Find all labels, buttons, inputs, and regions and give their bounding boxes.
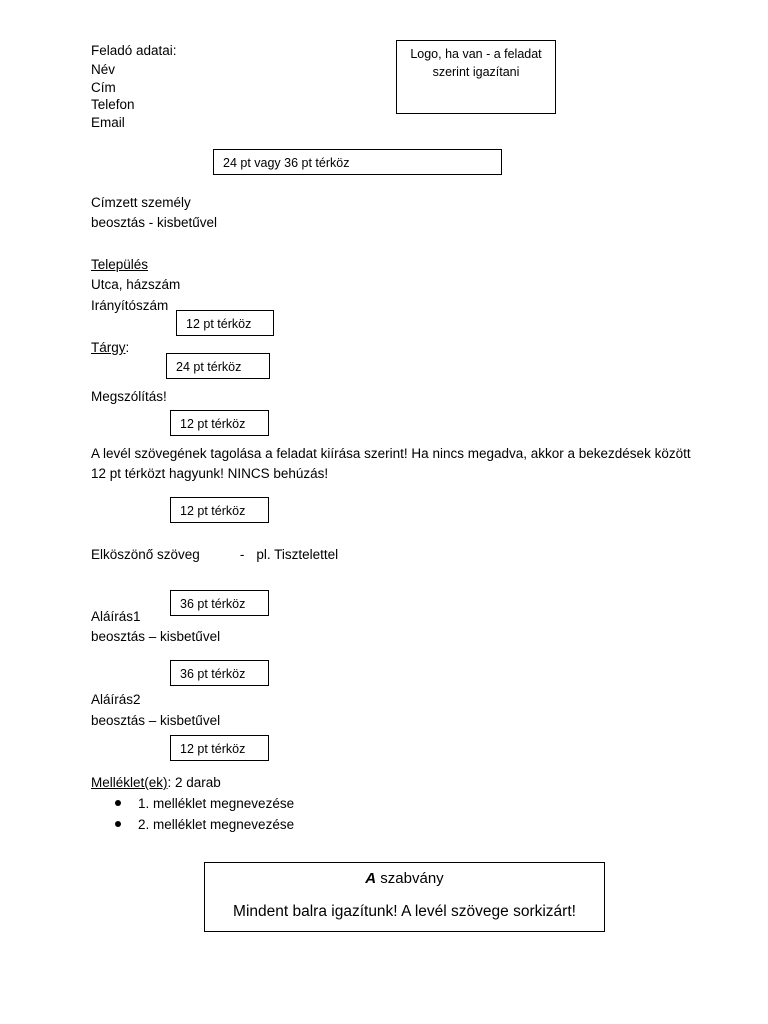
body-text: A levél szövegének tagolása a feladat kiírása szerint! Ha nincs megadva, akkor a bekezdések között 12 pt térközt hagyunk! NINCS behúzás! xyxy=(91,446,691,481)
standard-title xyxy=(205,869,604,889)
spacing-note-box xyxy=(170,660,269,686)
sender-heading: Feladó adatai: xyxy=(91,43,177,58)
spacing-note-box xyxy=(170,497,269,523)
logo-note: Logo, ha van - a feladat szerint igazítani xyxy=(410,47,542,79)
spacing-note-text: 36 pt térköz xyxy=(180,597,246,611)
sender-address: Cím xyxy=(91,80,116,95)
spacing-note-box xyxy=(166,353,270,379)
signature1-position: beosztás – kisbetűvel xyxy=(91,629,221,644)
recipient-position: beosztás - kisbetűvel xyxy=(91,215,218,230)
spacing-note-box xyxy=(176,310,274,336)
standard-note-box xyxy=(204,862,605,932)
spacing-note-box xyxy=(170,410,269,436)
subject-colon: : xyxy=(125,340,130,355)
spacing-note-box xyxy=(170,735,269,761)
spacing-note-text: 12 pt térköz xyxy=(186,317,252,331)
subject-line xyxy=(91,339,129,357)
sender-email: Email xyxy=(91,115,125,130)
closing-dash: - xyxy=(239,547,245,562)
standard-note: Mindent balra igazítunk! A levél szövege sorkizárt! xyxy=(233,903,576,920)
list-item: 2. melléklet megnevezése xyxy=(115,814,294,835)
sender-phone: Telefon xyxy=(91,97,135,112)
spacing-note-box xyxy=(170,590,269,616)
closing-label: Elköszönő szöveg xyxy=(91,547,200,562)
recipient-person: Címzett személy xyxy=(91,195,191,210)
recipient-zip: Irányítószám xyxy=(91,298,169,313)
spacing-note-text: 24 pt térköz xyxy=(176,360,242,374)
list-item: 1. melléklet megnevezése xyxy=(115,793,294,814)
spacing-note-text: 12 pt térköz xyxy=(180,504,246,518)
spacing-note-text: 36 pt térköz xyxy=(180,667,246,681)
subject-label: Tárgy xyxy=(91,340,126,355)
attachments-line xyxy=(91,774,221,792)
signature2-position: beosztás – kisbetűvel xyxy=(91,713,221,728)
recipient-street: Utca, házszám xyxy=(91,277,181,292)
signature2-name: Aláírás2 xyxy=(91,692,141,707)
attachments-list xyxy=(115,793,294,835)
standard-title-rest: szabvány xyxy=(376,870,444,887)
closing-example: pl. Tisztelettel xyxy=(256,547,339,562)
signature1-name: Aláírás1 xyxy=(91,609,141,624)
attachments-label: Melléklet(ek) xyxy=(91,775,168,790)
spacing-note-text: 12 pt térköz xyxy=(180,742,246,756)
spacing-note-box xyxy=(213,149,502,175)
recipient-city: Település xyxy=(91,257,149,272)
closing-line xyxy=(91,546,338,564)
sender-name: Név xyxy=(91,62,116,77)
spacing-note-text: 24 pt vagy 36 pt térköz xyxy=(223,156,350,170)
logo-placeholder-box xyxy=(396,40,556,114)
spacing-note-text: 12 pt térköz xyxy=(180,417,246,431)
salutation: Megszólítás! xyxy=(91,389,167,404)
attachments-count: : 2 darab xyxy=(167,775,221,790)
standard-title-bold: A xyxy=(365,870,377,887)
